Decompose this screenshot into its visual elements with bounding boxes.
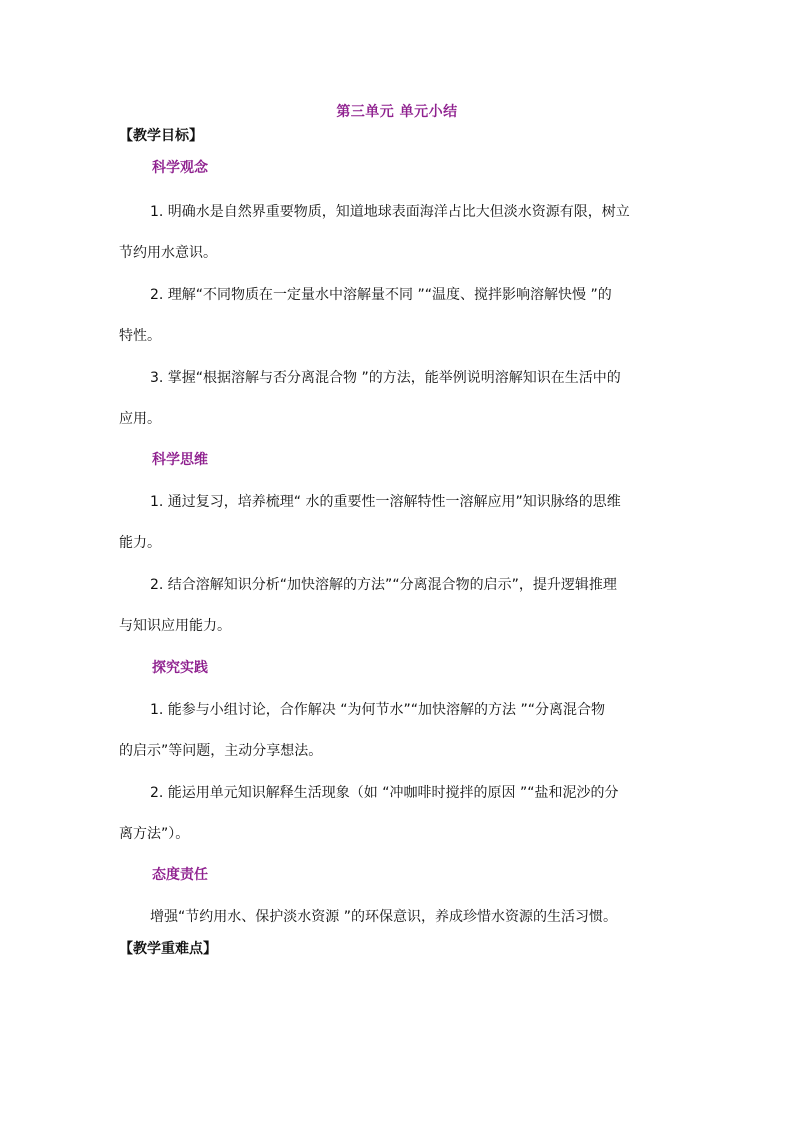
objective-item-line: 离方法”）。 [119, 826, 190, 842]
objective-item-line: 能力。 [119, 535, 161, 551]
section-heading-inquiry-practice: 探究实践 [152, 660, 208, 676]
section-heading-attitude-responsibility: 态度责任 [152, 867, 208, 883]
section-heading-scientific-concepts: 科学观念 [152, 160, 208, 176]
objective-item-line: 1. 能参与小组讨论，合作解决 “为何节水”“加快溶解的方法 ”“分离混合物 [150, 702, 605, 718]
objective-item-line: 1. 通过复习，培养梳理“ 水的重要性一溶解特性一溶解应用”知识脉络的思维 [150, 494, 621, 510]
objective-item-line: 2. 理解“不同物质在一定量水中溶解量不同 ”“温度、搅拌影响溶解快慢 ”的 [150, 287, 612, 303]
document-title: 第三单元 单元小结 [336, 104, 458, 120]
teaching-objectives-heading: 【教学目标】 [119, 128, 203, 144]
section-heading-scientific-thinking: 科学思维 [152, 452, 208, 468]
objective-item-line: 的启示”等问题，主动分享想法。 [119, 743, 323, 759]
objective-item-line: 应用。 [119, 411, 161, 427]
objective-item-line: 与知识应用能力。 [119, 618, 231, 634]
key-difficulties-heading: 【教学重难点】 [119, 941, 217, 957]
objective-item-line: 增强“节约用水、保护淡水资源 ”的环保意识，养成珍惜水资源的生活习惯。 [150, 909, 617, 925]
objective-item-line: 特性。 [119, 328, 161, 344]
objective-item-line: 3. 掌握“根据溶解与否分离混合物 ”的方法，能举例说明溶解知识在生活中的 [150, 370, 621, 386]
objective-item-line: 节约用水意识。 [119, 245, 217, 261]
objective-item-line: 1. 明确水是自然界重要物质，知道地球表面海洋占比大但淡水资源有限，树立 [150, 204, 630, 220]
objective-item-line: 2. 能运用单元知识解释生活现象（如 “冲咖啡时搅拌的原因 ”“盐和泥沙的分 [150, 785, 619, 801]
objective-item-line: 2. 结合溶解知识分析“加快溶解的方法”“分离混合物的启示”，提升逻辑推理 [150, 577, 617, 593]
